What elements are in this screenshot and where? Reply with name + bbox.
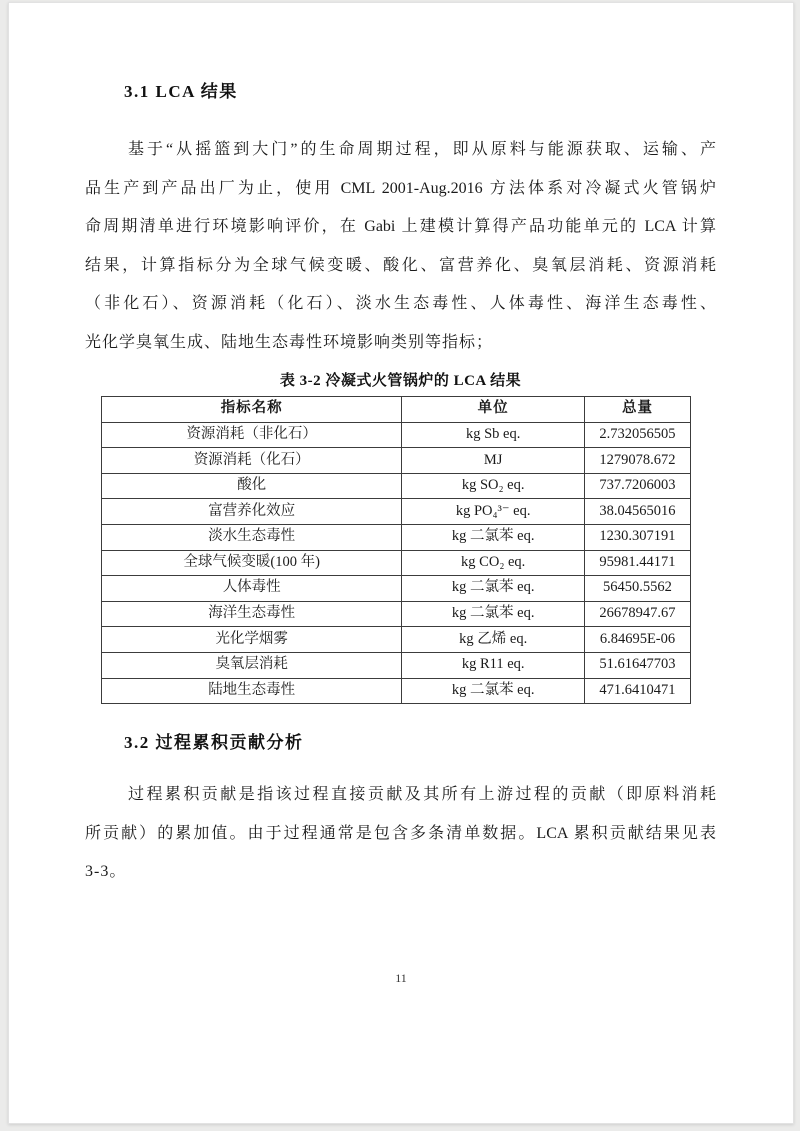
paragraph-lca-intro [85, 131, 716, 362]
paragraph-line: 3-3。 [85, 863, 127, 881]
cell-unit: kg R11 eq. [402, 652, 585, 678]
paragraph-line: 基于“从摇篮到大门”的生命周期过程，即从原料与能源获取、运输、产 [128, 141, 716, 158]
cell-total: 737.7206003 [584, 473, 690, 499]
paragraph-line: 命周期清单进行环境影响评价，在 Gabi 上建模计算得产品功能单元的 LCA 计算 [85, 218, 716, 235]
cell-total: 1230.307191 [584, 524, 690, 550]
cell-total: 1279078.672 [584, 448, 690, 474]
paragraph-line: （非化石）、资源消耗（化石）、淡水生态毒性、人体毒性、海洋生态毒性、 [85, 295, 716, 312]
cell-indicator: 陆地生态毒性 [102, 678, 402, 704]
cell-unit: kg 二氯苯 eq. [402, 576, 585, 602]
paragraph-line: 过程累积贡献是指该过程直接贡献及其所有上游过程的贡献（即原料消耗 [128, 786, 716, 804]
cell-unit: kg 二氯苯 eq. [402, 678, 585, 704]
cell-indicator: 资源消耗（化石） [102, 448, 402, 474]
table-row [102, 652, 691, 678]
paragraph-line: 结果，计算指标分为全球气候变暖、酸化、富营养化、臭氧层消耗、资源消耗 [85, 256, 716, 274]
cell-indicator: 人体毒性 [102, 576, 402, 602]
paragraph-line: 品生产到产品出厂为止，使用 CML 2001-Aug.2016 方法体系对冷凝式火管锅炉 [85, 179, 716, 197]
table-row [102, 473, 691, 499]
cell-total: 56450.5562 [584, 576, 690, 602]
cell-total: 95981.44171 [584, 550, 690, 576]
table-header-row [102, 397, 691, 423]
cell-total: 6.84695E-06 [584, 627, 690, 653]
cell-indicator: 酸化 [102, 473, 402, 499]
table-row [102, 524, 691, 550]
cell-total: 2.732056505 [584, 422, 690, 448]
cell-total: 26678947.67 [584, 601, 690, 627]
table-row [102, 678, 691, 704]
section-3-1-heading: 3.1 LCA 结果 [124, 82, 238, 101]
table-row [102, 550, 691, 576]
table-row [102, 422, 691, 448]
table-row [102, 576, 691, 602]
cell-indicator: 海洋生态毒性 [102, 601, 402, 627]
cell-indicator: 资源消耗（非化石） [102, 422, 402, 448]
cell-unit: kg 二氯苯 eq. [402, 601, 585, 627]
col-header-total: 总量 [584, 397, 690, 423]
cell-unit: MJ [402, 448, 585, 474]
cell-unit: kg SO₂ eq. [402, 473, 585, 499]
cell-unit: kg Sb eq. [402, 422, 585, 448]
cell-unit: kg 乙烯 eq. [402, 627, 585, 653]
cell-total: 38.04565016 [584, 499, 690, 525]
paragraph-cumulative-contribution [85, 776, 716, 892]
col-header-unit: 单位 [402, 397, 585, 423]
cell-unit: kg CO₂ eq. [402, 550, 585, 576]
table-row [102, 627, 691, 653]
lca-results-table [101, 396, 691, 704]
page-content [9, 3, 793, 892]
cell-total: 51.61647703 [584, 652, 690, 678]
paragraph-line: 所贡献）的累加值。由于过程通常是包含多条清单数据。LCA 累积贡献结果见表 [85, 824, 716, 842]
table-row [102, 499, 691, 525]
cell-indicator: 光化学烟雾 [102, 627, 402, 653]
col-header-indicator: 指标名称 [102, 397, 402, 423]
table-row [102, 601, 691, 627]
cell-indicator: 淡水生态毒性 [102, 524, 402, 550]
table-caption: 表 3-2 冷凝式火管锅炉的 LCA 结果 [279, 373, 522, 389]
section-3-2-heading: 3.2 过程累积贡献分析 [124, 733, 304, 753]
document-page [8, 2, 794, 1124]
cell-total: 471.6410471 [584, 678, 690, 704]
cell-unit: kg PO₄³⁻ eq. [402, 499, 585, 525]
cell-indicator: 富营养化效应 [102, 499, 402, 525]
page-number: 11 [395, 971, 407, 985]
cell-indicator: 全球气候变暖(100 年) [102, 550, 402, 576]
table-row [102, 448, 691, 474]
cell-unit: kg 二氯苯 eq. [402, 524, 585, 550]
paragraph-line: 光化学臭氧生成、陆地生态毒性环境影响类别等指标； [85, 333, 494, 351]
cell-indicator: 臭氧层消耗 [102, 652, 402, 678]
